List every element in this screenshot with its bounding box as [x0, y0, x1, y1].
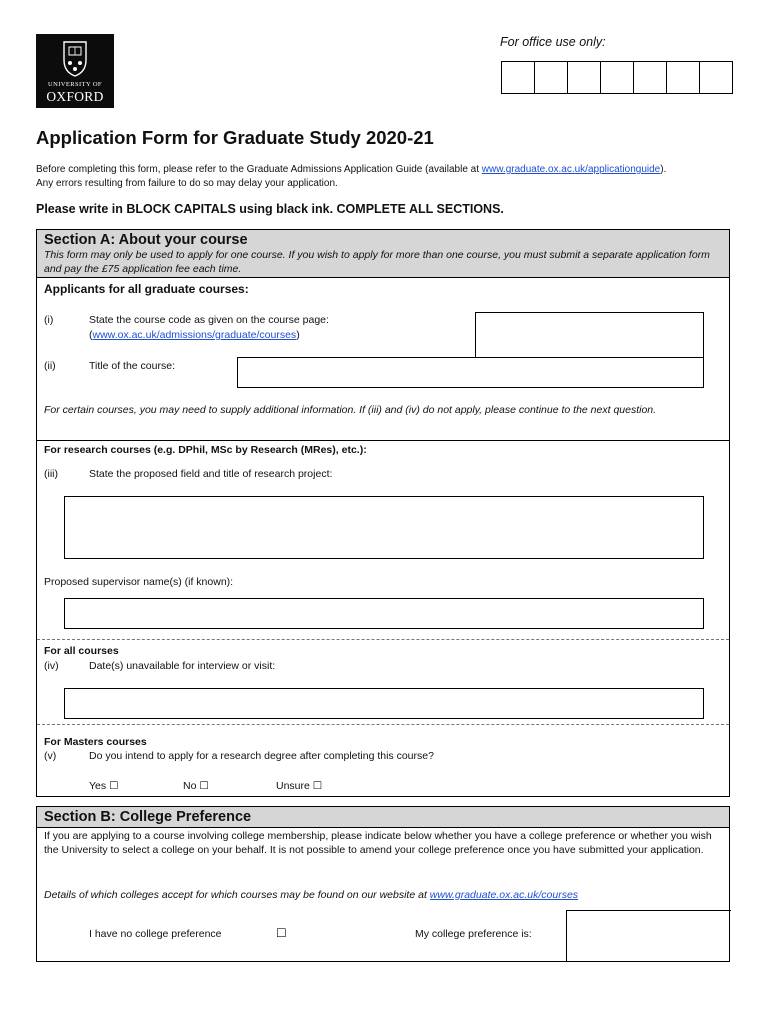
- college-details-note: [44, 888, 578, 902]
- page-title: Application Form for Graduate Study 2020-21: [36, 127, 434, 148]
- option-unsure[interactable]: [276, 779, 322, 793]
- option-unsure-label: Unsure: [276, 780, 310, 792]
- section-a-subtitle: This form may only be used to apply for one course. If you wish to apply for more than one course, you must submit a separate application form and pay the £75 application fee each time.: [44, 249, 710, 275]
- my-preference-label: My college preference is:: [415, 928, 532, 940]
- q-v-label: Do you intend to apply for a research degree after completing this course?: [89, 750, 434, 762]
- option-no[interactable]: [183, 779, 209, 793]
- section-a-header: [37, 230, 729, 278]
- no-preference-checkbox[interactable]: ☐: [276, 926, 287, 940]
- dashed-divider: [37, 724, 729, 725]
- no-preference-label: I have no college preference: [89, 928, 222, 940]
- guide-link[interactable]: www.graduate.ox.ac.uk/applicationguide: [481, 164, 661, 175]
- office-box: [502, 62, 535, 93]
- q-iv-number: (iv): [44, 660, 59, 672]
- research-project-field[interactable]: [64, 496, 704, 559]
- q-ii-label: Title of the course:: [89, 360, 175, 372]
- yes-checkbox[interactable]: ☐: [109, 780, 119, 792]
- section-a: [36, 229, 730, 797]
- q-ii-number: (ii): [44, 360, 56, 372]
- q-i-link-wrap: (www.ox.ac.uk/admissions/graduate/courses): [89, 329, 300, 341]
- office-box: [634, 62, 667, 93]
- option-yes[interactable]: [89, 779, 118, 793]
- office-use-label: For office use only:: [500, 35, 606, 49]
- q-iii-label: State the proposed field and title of research project:: [89, 468, 333, 480]
- all-courses-subheading: For all courses: [44, 645, 119, 657]
- additional-info-note: For certain courses, you may need to supply additional information. If (iii) and (iv) do not apply, please continue to the next question.: [44, 404, 657, 416]
- logo-line1: UNIVERSITY OF: [48, 81, 102, 88]
- office-use-boxes: [501, 61, 733, 94]
- q-iv-label: Date(s) unavailable for interview or visit:: [89, 660, 276, 672]
- unsure-checkbox[interactable]: ☐: [312, 780, 323, 792]
- office-box: [700, 62, 732, 93]
- intro-line1-pre: Before completing this form, please refer to the Graduate Admissions Application Guide (available at: [36, 164, 482, 175]
- college-preference-field[interactable]: [566, 910, 731, 962]
- option-yes-label: Yes: [89, 780, 107, 792]
- q-i-label: State the course code as given on the course page:: [89, 314, 329, 326]
- college-preference-description: If you are applying to a course involving college membership, please indicate below whether you have a college preference or whether you wish the University to select a college on your behalf. It is not possible to amend your college preference once you have submitted your application.: [44, 830, 712, 856]
- q-i-number: (i): [44, 314, 54, 326]
- section-a-title: Section A: About your course: [44, 232, 248, 248]
- section-b: [36, 806, 730, 962]
- option-no-label: No: [183, 780, 197, 792]
- q-v-number: (v): [44, 750, 57, 762]
- all-courses-heading: Applicants for all graduate courses:: [44, 282, 249, 296]
- masters-heading: For Masters courses: [44, 736, 147, 748]
- no-checkbox[interactable]: ☐: [199, 780, 209, 792]
- course-title-field[interactable]: [237, 357, 704, 388]
- unavailable-dates-field[interactable]: [64, 688, 704, 719]
- college-details-text: Details of which colleges accept for which courses may be found on our website at: [44, 889, 430, 901]
- office-box: [601, 62, 634, 93]
- research-courses-heading: For research courses (e.g. DPhil, MSc by Research (MRes), etc.):: [44, 444, 367, 456]
- supervisor-label: Proposed supervisor name(s) (if known):: [44, 576, 234, 588]
- crest-icon: [62, 38, 88, 78]
- intro-line2: Any errors resulting from failure to do so may delay your application.: [36, 178, 338, 189]
- supervisor-field[interactable]: [64, 598, 704, 629]
- intro-line1-post: ).: [660, 164, 667, 175]
- office-box: [568, 62, 601, 93]
- q-iii-number: (iii): [44, 468, 58, 480]
- section-b-title: Section B: College Preference: [44, 809, 252, 825]
- logo-line2: OXFORD: [46, 89, 104, 104]
- colleges-link[interactable]: www.graduate.ox.ac.uk/courses: [429, 889, 579, 901]
- office-box: [535, 62, 568, 93]
- dashed-divider: [37, 639, 729, 640]
- office-box: [667, 62, 700, 93]
- university-logo: [36, 34, 114, 108]
- course-code-field[interactable]: [475, 312, 704, 358]
- intro-text: [36, 163, 736, 191]
- block-capitals-instruction: Please write in BLOCK CAPITALS using black ink. COMPLETE ALL SECTIONS.: [36, 202, 504, 216]
- section-b-header: [37, 807, 729, 828]
- courses-link[interactable]: www.ox.ac.uk/admissions/graduate/courses: [92, 329, 297, 341]
- divider: [37, 440, 729, 441]
